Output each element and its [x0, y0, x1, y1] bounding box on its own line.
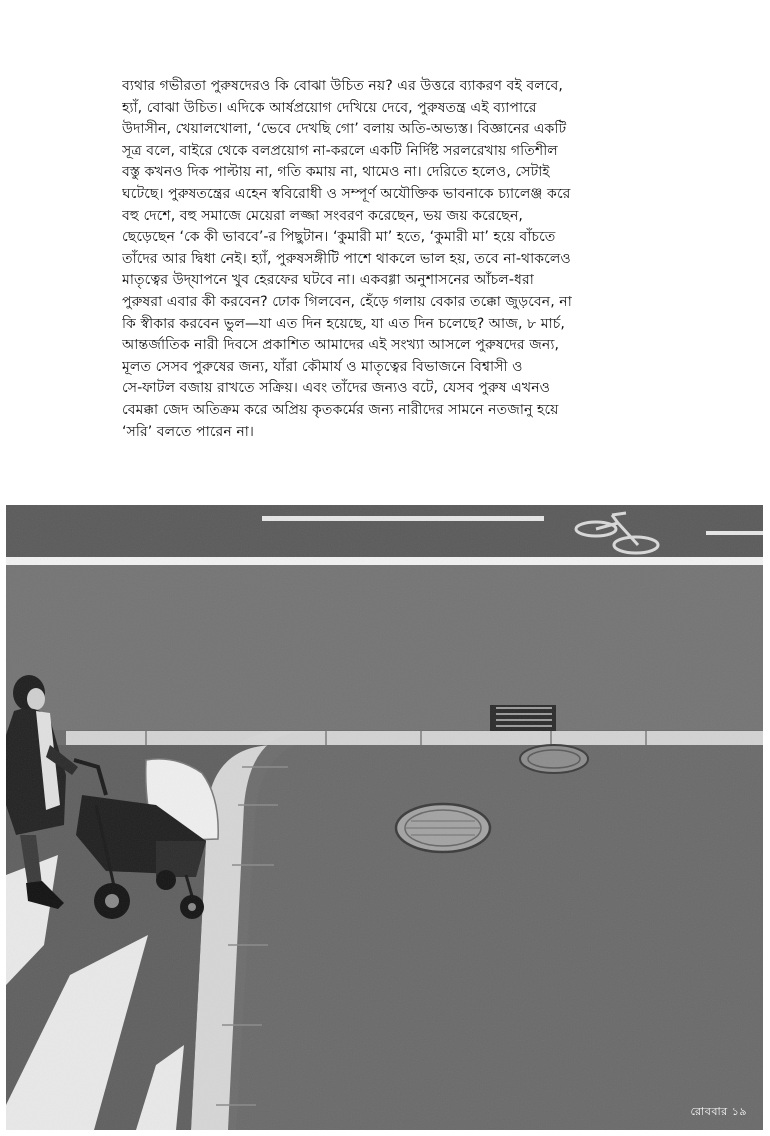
article-line: ব্যথার গভীরতা পুরুষদেরও কি বোঝা উচিত নয়? এর উত্তরে ব্যাকরণ বই বলবে,: [122, 78, 563, 94]
article-line: হ্যাঁ, বোঝা উচিত। এদিকে আর্ষপ্রয়োগ দেখিয়ে দেবে, পুরুষতন্ত্র এই ব্যাপারে: [122, 99, 537, 116]
grain-overlay: [6, 505, 763, 1130]
article-line: কি স্বীকার করবেন ভুল—যা এত দিন হয়েছে, যা এত দিন চলেছে? আজ, ৮ মার্চ,: [122, 315, 565, 332]
page-number: রোববার ১৯: [690, 1105, 747, 1118]
article-line: সে-ফাটল বজায় রাখতে সক্রিয়। এবং তাঁদের জন্যও বটে, যেসব পুরুষ এখনও: [122, 380, 551, 397]
article-line: আন্তর্জাতিক নারী দিবসে প্রকাশিত আমাদের এই সংখ্যা আসলে পুরুষদের জন্য,: [122, 337, 559, 354]
article-line: সূত্র বলে, বাইরে থেকে বলপ্রয়োগ না-করলে একটি নির্দিষ্ট সরলরেখায় গতিশীল: [122, 142, 558, 159]
article-line: ঘটেছে। পুরুষতন্ত্রের এহেন স্ববিরোধী ও সম্পূর্ণ অযৌক্তিক ভাবনাকে চ্যালেঞ্জ করে: [122, 185, 571, 202]
article-line: ছেড়েছেন ‘কে কী ভাববে’-র পিছুটান। ‘কুমারী মা’ হতে, ‘কুমারী মা’ হয়ে বাঁচতে: [122, 229, 556, 246]
street-photo: [6, 505, 763, 1130]
article-line: ‘সরি’ বলতে পারেন না।: [122, 423, 254, 440]
article-line: বহু দেশে, বহু সমাজে মেয়েরা লজ্জা সংবরণ করেছেন, ভয় জয় করেছেন,: [122, 207, 523, 224]
article-body: [122, 76, 634, 443]
article-line: মূলত সেসব পুরুষের জন্য, যাঁরা কৌমার্য ও মাতৃত্বের বিভাজনে বিশ্বাসী ও: [122, 358, 523, 375]
article-line: বস্তু কখনও দিক পাল্টায় না, গতি কমায় না, থামেও না। দেরিতে হলেও, সেটাই: [122, 164, 550, 181]
article-line: মাতৃত্বের উদ্‌যাপনে খুব হেরফের ঘটবে না। একবগ্গা অনুশাসনের আঁচল-ধরা: [122, 272, 534, 289]
article-line: উদাসীন, খেয়ালখোলা, ‘ভেবে দেখছি গো’ বলায় অতি-অভ্যস্ত। বিজ্ঞানের একটি: [122, 121, 567, 138]
article-line: তাঁদের আর দ্বিধা নেই। হ্যাঁ, পুরুষসঙ্গীটি পাশে থাকলে ভাল হয়, তবে না-থাকলেও: [122, 250, 571, 267]
article-line: পুরুষরা এবার কী করবেন? ঢোক গিলবেন, হেঁড়ে গলায় বেকার তক্কো জুড়বেন, না: [122, 293, 572, 310]
article-line: বেমক্কা জেদ অতিক্রম করে অপ্রিয় কৃতকর্মের জন্য নারীদের সামনে নতজানু হয়ে: [122, 401, 559, 418]
street-scene-illustration: [6, 505, 763, 1130]
